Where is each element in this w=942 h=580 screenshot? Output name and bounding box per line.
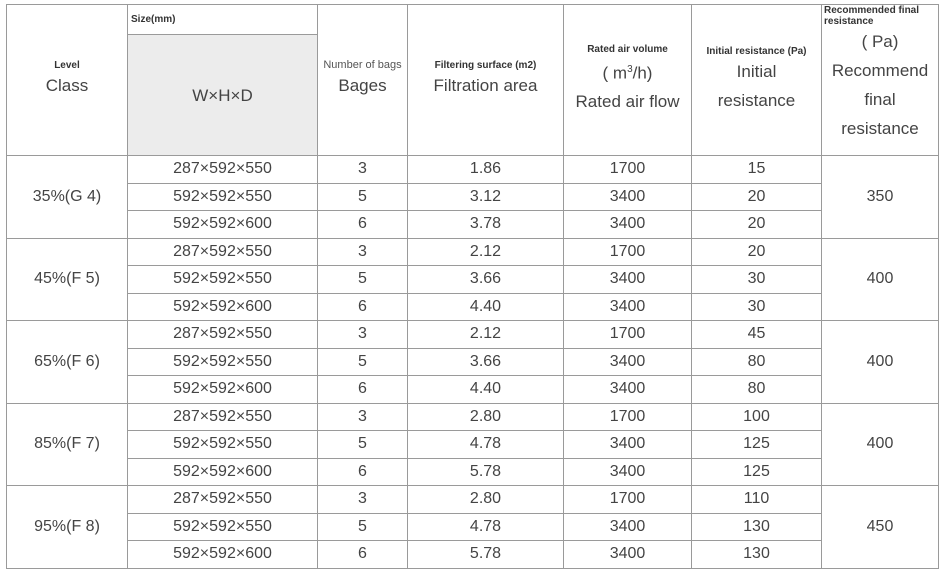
initial-cell: 20	[692, 238, 822, 266]
class-cell: 45%(F 5)	[7, 238, 128, 321]
header-size-small: Size(mm)	[131, 14, 176, 25]
table-header	[7, 5, 939, 156]
header-final-small: Recommended final resistance	[824, 5, 920, 27]
bags-cell: 5	[318, 348, 408, 376]
table-row	[7, 403, 939, 431]
final-resistance-cell: 400	[822, 238, 939, 321]
flow-cell: 3400	[564, 431, 692, 459]
header-size-small-cell	[128, 5, 318, 35]
area-cell: 4.78	[408, 431, 564, 459]
size-cell: 592×592×550	[128, 348, 318, 376]
area-cell: 5.78	[408, 541, 564, 569]
flow-cell: 3400	[564, 293, 692, 321]
class-cell: 85%(F 7)	[7, 403, 128, 486]
initial-cell: 130	[692, 541, 822, 569]
bags-cell: 6	[318, 293, 408, 321]
initial-cell: 110	[692, 486, 822, 514]
bags-cell: 5	[318, 266, 408, 294]
bags-cell: 6	[318, 376, 408, 404]
size-cell: 592×592×600	[128, 211, 318, 239]
bags-cell: 3	[318, 403, 408, 431]
table-row	[7, 431, 939, 459]
header-final-big-3: resistance	[841, 119, 919, 138]
initial-cell: 80	[692, 376, 822, 404]
flow-cell: 1700	[564, 486, 692, 514]
flow-cell: 3400	[564, 266, 692, 294]
size-cell: 592×592×600	[128, 376, 318, 404]
table-row	[7, 321, 939, 349]
size-cell: 287×592×550	[128, 156, 318, 184]
area-cell: 2.12	[408, 238, 564, 266]
header-level-small: Level	[54, 60, 80, 71]
initial-cell: 125	[692, 431, 822, 459]
header-flow	[564, 5, 692, 156]
size-cell: 592×592×600	[128, 458, 318, 486]
area-cell: 5.78	[408, 458, 564, 486]
initial-cell: 30	[692, 266, 822, 294]
initial-cell: 130	[692, 513, 822, 541]
final-resistance-cell: 400	[822, 321, 939, 404]
header-final-unit: ( Pa)	[861, 32, 899, 51]
area-cell: 4.78	[408, 513, 564, 541]
header-area-big: Filtration area	[433, 76, 538, 95]
initial-cell: 100	[692, 403, 822, 431]
area-cell: 2.12	[408, 321, 564, 349]
size-cell: 287×592×550	[128, 238, 318, 266]
initial-cell: 15	[692, 156, 822, 184]
initial-cell: 125	[692, 458, 822, 486]
initial-cell: 20	[692, 211, 822, 239]
flow-cell: 1700	[564, 321, 692, 349]
size-cell: 287×592×550	[128, 321, 318, 349]
class-cell: 95%(F 8)	[7, 486, 128, 569]
area-cell: 3.66	[408, 348, 564, 376]
flow-cell: 3400	[564, 458, 692, 486]
header-initial-big-2: resistance	[717, 90, 796, 110]
header-final-big-2: final	[864, 90, 896, 109]
table-row	[7, 541, 939, 569]
area-cell: 4.40	[408, 376, 564, 404]
table-row	[7, 293, 939, 321]
bags-cell: 5	[318, 513, 408, 541]
class-cell: 65%(F 6)	[7, 321, 128, 404]
header-size-big: W×H×D	[192, 85, 253, 105]
bags-cell: 3	[318, 486, 408, 514]
flow-cell: 3400	[564, 513, 692, 541]
table-body	[7, 156, 939, 569]
size-cell: 592×592×550	[128, 183, 318, 211]
table-row	[7, 211, 939, 239]
size-cell: 592×592×550	[128, 513, 318, 541]
header-final	[822, 5, 939, 156]
final-resistance-cell: 450	[822, 486, 939, 569]
bags-cell: 6	[318, 211, 408, 239]
header-final-big-1: Recommend	[831, 61, 929, 80]
final-resistance-cell: 400	[822, 403, 939, 486]
flow-cell: 3400	[564, 183, 692, 211]
size-cell: 592×592×550	[128, 266, 318, 294]
final-resistance-cell: 350	[822, 156, 939, 239]
area-cell: 2.80	[408, 403, 564, 431]
bags-cell: 3	[318, 321, 408, 349]
table-row	[7, 486, 939, 514]
area-cell: 3.66	[408, 266, 564, 294]
size-cell: 287×592×550	[128, 403, 318, 431]
bags-cell: 5	[318, 431, 408, 459]
flow-cell: 3400	[564, 541, 692, 569]
header-flow-small: Rated air volume	[587, 43, 668, 55]
area-cell: 3.78	[408, 211, 564, 239]
initial-cell: 20	[692, 183, 822, 211]
table-row	[7, 266, 939, 294]
class-cell: 35%(G 4)	[7, 156, 128, 239]
flow-cell: 1700	[564, 238, 692, 266]
table-row	[7, 376, 939, 404]
flow-cell: 3400	[564, 211, 692, 239]
header-initial-small: Initial resistance (Pa)	[706, 45, 807, 57]
header-level	[7, 5, 128, 156]
table-row	[7, 458, 939, 486]
header-size	[128, 35, 318, 156]
bags-cell: 6	[318, 458, 408, 486]
header-flow-unit: ( $m^3/h$)	[602, 63, 653, 83]
header-bags	[318, 5, 408, 156]
table-row	[7, 513, 939, 541]
flow-cell: 3400	[564, 376, 692, 404]
area-cell: 2.80	[408, 486, 564, 514]
table-row	[7, 348, 939, 376]
area-cell: 1.86	[408, 156, 564, 184]
header-flow-big: Rated air flow	[575, 92, 680, 112]
header-level-big: Class	[45, 76, 89, 95]
initial-cell: 80	[692, 348, 822, 376]
flow-cell: 1700	[564, 156, 692, 184]
bags-cell: 6	[318, 541, 408, 569]
size-cell: 592×592×600	[128, 293, 318, 321]
size-cell: 287×592×550	[128, 486, 318, 514]
initial-cell: 45	[692, 321, 822, 349]
area-cell: 3.12	[408, 183, 564, 211]
bags-cell: 5	[318, 183, 408, 211]
table-row	[7, 238, 939, 266]
header-area-small: Filtering surface (m2)	[434, 60, 537, 71]
header-initial-big-1: Initial	[736, 61, 777, 81]
size-cell: 592×592×550	[128, 431, 318, 459]
flow-cell: 1700	[564, 403, 692, 431]
header-bags-big: Bages	[338, 76, 387, 95]
flow-cell: 3400	[564, 348, 692, 376]
table-row	[7, 183, 939, 211]
area-cell: 4.40	[408, 293, 564, 321]
header-bags-small: Number of bags	[323, 59, 402, 71]
header-area	[408, 5, 564, 156]
bags-cell: 3	[318, 156, 408, 184]
header-initial	[692, 5, 822, 156]
initial-cell: 30	[692, 293, 822, 321]
filter-spec-table	[6, 4, 939, 569]
bags-cell: 3	[318, 238, 408, 266]
table-row	[7, 156, 939, 184]
size-cell: 592×592×600	[128, 541, 318, 569]
